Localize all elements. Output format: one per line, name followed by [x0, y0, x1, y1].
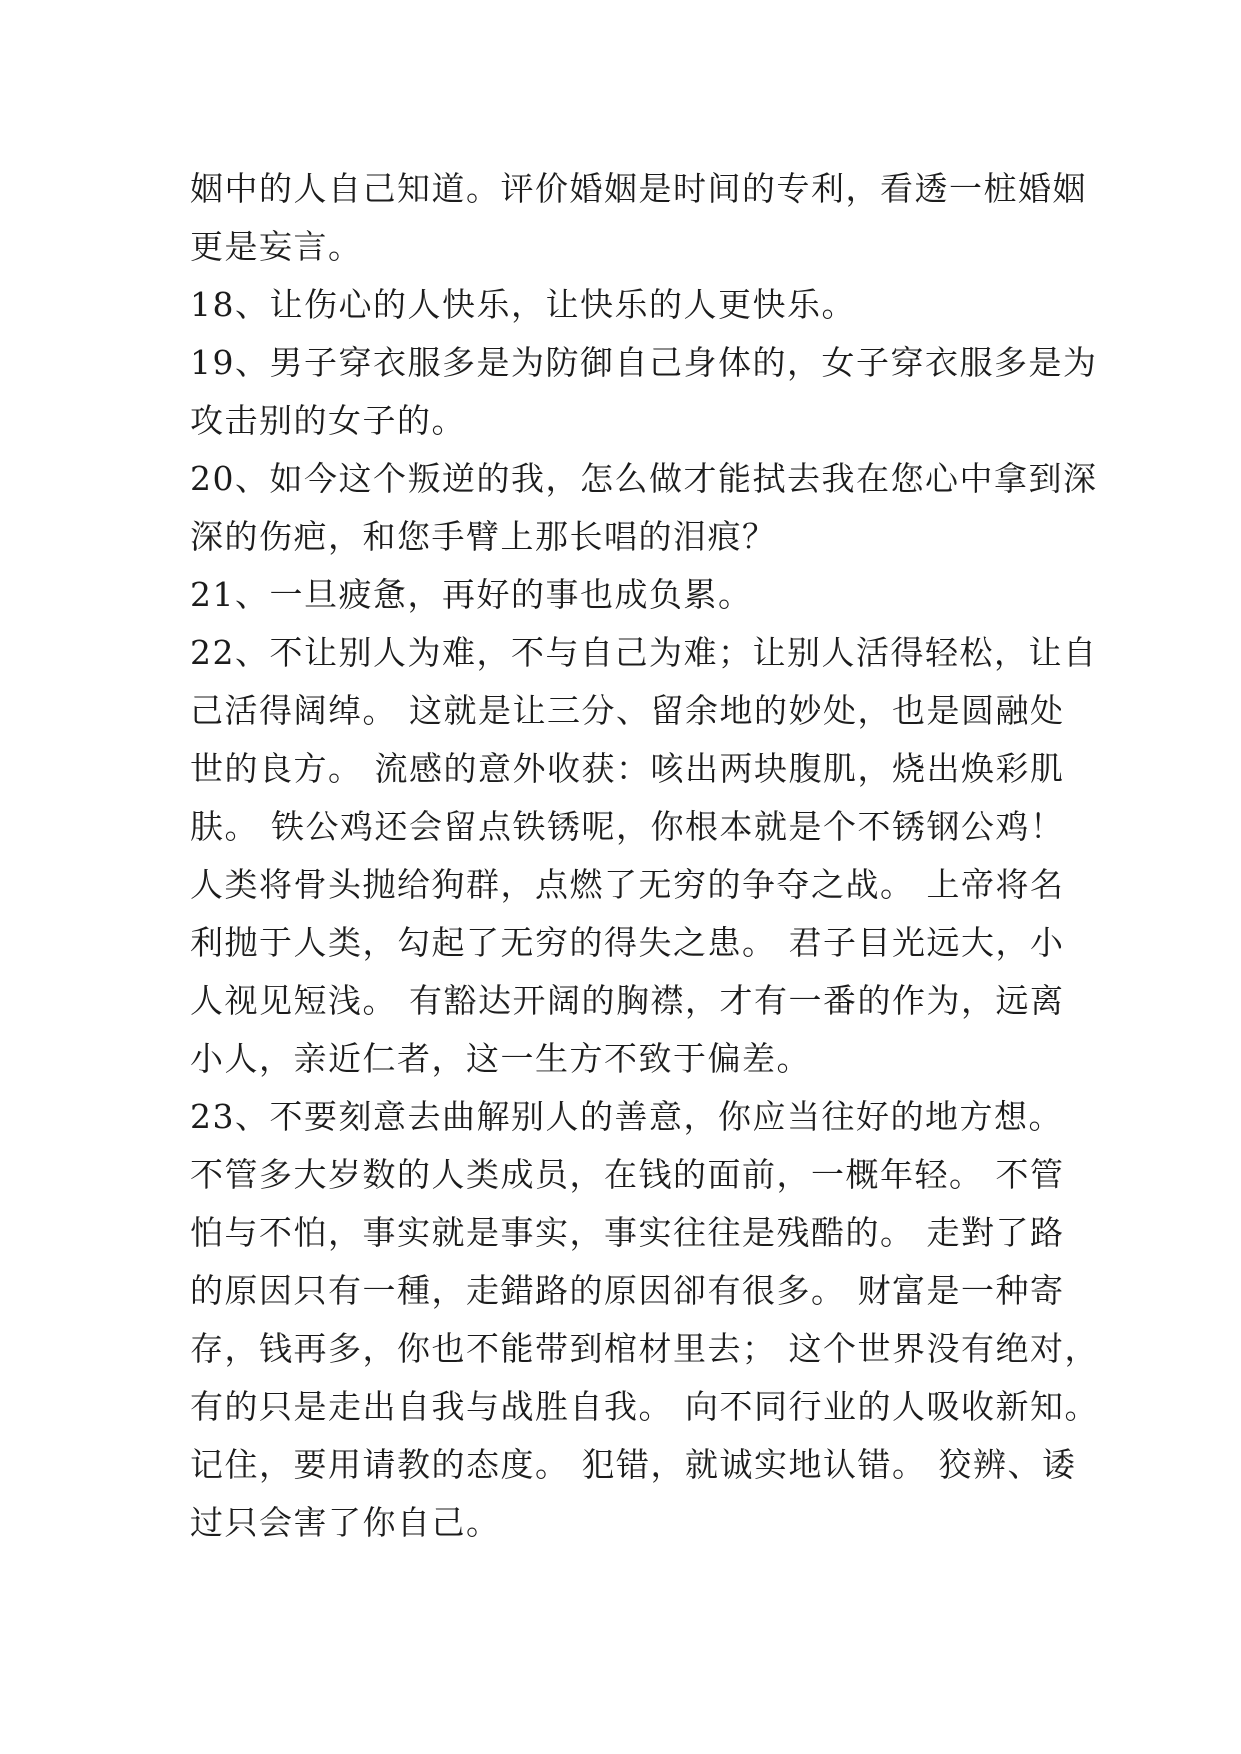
text-line: 人类将骨头抛给狗群，点燃了无穷的争夺之战。 上帝将名: [190, 865, 1065, 904]
text-line: 过只会害了你自己。: [190, 1503, 501, 1542]
document-body: [190, 160, 1099, 1552]
text-line: 18、让伤心的人快乐，让快乐的人更快乐。: [190, 285, 856, 324]
text-line: 有的只是走出自我与战胜自我。 向不同行业的人吸收新知。: [190, 1387, 1099, 1426]
text-line: 世的良方。 流感的意外收获：咳出两块腹肌，烧出焕彩肌: [190, 749, 1065, 788]
text-line: 小人，亲近仁者，这一生方不致于偏差。: [190, 1039, 811, 1078]
text-line: 己活得阔绰。 这就是让三分、留余地的妙处，也是圆融处: [190, 691, 1065, 730]
text-line: 23、不要刻意去曲解别人的善意，你应当往好的地方想。: [190, 1097, 1063, 1136]
text-line: 19、男子穿衣服多是为防御自己身体的，女子穿衣服多是为: [190, 343, 1098, 382]
text-line: 不管多大岁数的人类成员，在钱的面前，一概年轻。 不管: [190, 1155, 1065, 1194]
text-line: 更是妄言。: [190, 227, 363, 266]
text-line: 的原因只有一種，走錯路的原因卻有很多。 财富是一种寄: [190, 1271, 1065, 1310]
text-line: 姻中的人自己知道。评价婚姻是时间的专利，看透一桩婚姻: [190, 169, 1087, 208]
text-line: 利抛于人类，勾起了无穷的得失之患。 君子目光远大，小: [190, 923, 1065, 962]
text-line: 肤。 铁公鸡还会留点铁锈呢，你根本就是个不锈钢公鸡！: [190, 807, 1065, 846]
text-line: 20、如今这个叛逆的我，怎么做才能拭去我在您心中拿到深: [190, 459, 1098, 498]
text-line: 怕与不怕，事实就是事实，事实往往是残酷的。 走對了路: [190, 1213, 1065, 1252]
text-line: 攻击别的女子的。: [190, 401, 466, 440]
text-line: 深的伤疤，和您手臂上那长唱的泪痕？: [190, 517, 777, 556]
text-line: 21、一旦疲惫，再好的事也成负累。: [190, 575, 753, 614]
text-line: 记住，要用请教的态度。 犯错，就诚实地认错。 狡辨、诿: [190, 1445, 1077, 1484]
text-line: 人视见短浅。 有豁达开阔的胸襟，才有一番的作为，远离: [190, 981, 1065, 1020]
text-line: 存，钱再多，你也不能带到棺材里去； 这个世界没有绝对，: [190, 1329, 1099, 1368]
text-line: 22、不让别人为难，不与自己为难；让别人活得轻松，让自: [190, 633, 1098, 672]
